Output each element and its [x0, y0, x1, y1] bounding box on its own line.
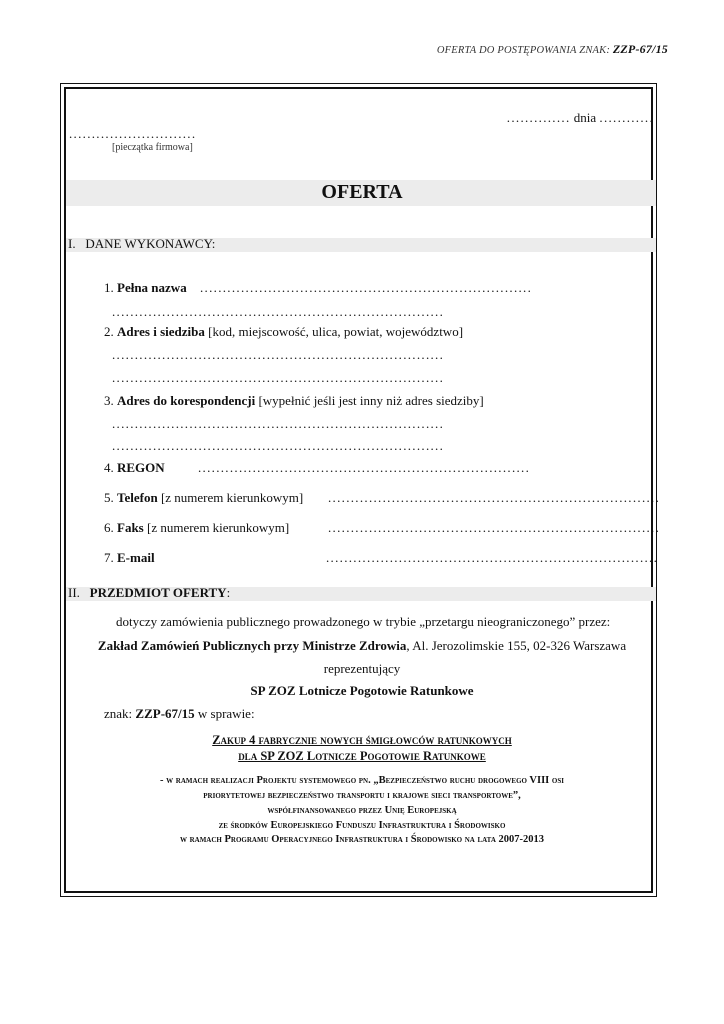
- field-3-hint: [wypełnić jeśli jest inny niż adres siedziby]: [258, 393, 484, 408]
- field-address-input-1[interactable]: .........................................................................: [112, 347, 445, 362]
- field-fax-label: 6. Faks [z numerem kierunkowym]: [104, 520, 290, 535]
- field-full-name-label: 1. Pełna nazwa: [104, 280, 187, 295]
- field-3-label: Adres do korespondencji: [117, 393, 256, 408]
- project-line1: - w ramach realizacji Projektu systemowego pn. „Bezpieczeństwo ruchu drogowego VIII osi: [160, 775, 564, 786]
- reference-code: ZZP-67/15: [135, 706, 195, 721]
- reference-prefix: znak:: [104, 706, 133, 721]
- represented-entity: SP ZOZ Lotnicze Pogotowie Ratunkowe: [250, 683, 474, 698]
- field-correspondence-input-1[interactable]: .........................................................................: [112, 416, 445, 431]
- section2-colon: :: [226, 585, 231, 600]
- subject-intro: dotyczy zamówienia publicznego prowadzonego w trybie „przetargu nieograniczonego” przez:: [116, 614, 611, 629]
- field-fax-input[interactable]: .........................................................................: [328, 520, 661, 535]
- document-header: [437, 42, 668, 57]
- representing-label: reprezentujący: [323, 661, 401, 676]
- field-correspondence-input-2[interactable]: .........................................................................: [112, 438, 445, 453]
- section2-heading: [68, 585, 230, 601]
- authority-name: Zakład Zamówień Publicznych przy Ministrze Zdrowia: [97, 638, 407, 653]
- field-7-label: E-mail: [117, 550, 155, 565]
- field-full-name-input[interactable]: .........................................................................: [200, 280, 533, 295]
- field-phone-label: 5. Telefon [z numerem kierunkowym]: [104, 490, 304, 505]
- section1-label: DANE WYKONAWCY: [85, 236, 212, 251]
- field-1-num: 1: [104, 280, 111, 295]
- field-5-label: Telefon: [117, 490, 158, 505]
- section2-num: II.: [68, 585, 80, 600]
- field-2-num: 2.: [104, 324, 114, 339]
- project-line4: ze środków Europejskiego Funduszu Infrastruktura i Środowisko: [218, 820, 506, 831]
- field-full-name-input-2[interactable]: .........................................................................: [112, 304, 445, 319]
- section2-label: PRZEDMIOT OFERTY: [89, 585, 227, 600]
- page-title: OFERTA: [321, 181, 403, 203]
- field-4-num: 4.: [104, 460, 114, 475]
- field-phone-input[interactable]: .........................................................................: [328, 490, 661, 505]
- section1-colon: :: [211, 236, 216, 251]
- contract-subject-line1: Zakup 4 fabrycznie nowych śmigłowców ratunkowych: [212, 733, 512, 747]
- date-label: dnia: [573, 110, 597, 125]
- field-4-label: REGON: [117, 460, 165, 475]
- field-address-label: [104, 324, 463, 340]
- field-6-hint: [z numerem kierunkowym]: [146, 520, 290, 535]
- stamp-field[interactable]: ............................: [69, 126, 197, 141]
- field-1-label: Pełna nazwa: [117, 280, 187, 295]
- field-correspondence-label: 3. Adres do korespondencji [wypełnić jeśli jest inny niż adres siedziby]: [104, 393, 484, 408]
- field-5-num: 5: [104, 490, 111, 505]
- field-2-hint: [kod, miejscowość, ulica, powiat, województwo]: [208, 324, 464, 339]
- field-email-label: 7. E-mail: [104, 550, 155, 565]
- field-6-num: 6: [104, 520, 111, 535]
- project-line3: współfinansowanego przez Unię Europejską: [267, 805, 457, 816]
- field-regon-label: [104, 460, 165, 476]
- header-code: ZZP-67/15: [612, 42, 668, 56]
- project-line2: priorytetowej bezpieczeństwo transportu i krajowe sieci transportowe”,: [203, 790, 521, 801]
- field-regon-input[interactable]: .........................................................................: [198, 460, 531, 475]
- reference-suffix: w sprawie:: [197, 706, 255, 721]
- field-5-hint: [z numerem kierunkowym]: [160, 490, 304, 505]
- stamp-label: [pieczątka firmowa]: [112, 142, 193, 153]
- field-address-input-2[interactable]: .........................................................................: [112, 370, 445, 385]
- section1-heading: [68, 236, 215, 252]
- field-3-num: 3: [104, 393, 111, 408]
- project-line5: w ramach Programu Operacyjnego Infrastruktura i Środowisko na lata 2007-2013: [179, 834, 545, 845]
- field-7-num: 7: [104, 550, 111, 565]
- section1-num: I.: [68, 236, 76, 251]
- date-line: [507, 110, 654, 126]
- date-value-dots[interactable]: ............: [599, 110, 654, 125]
- contracting-authority: [0, 638, 724, 654]
- header-prefix: OFERTA DO POSTĘPOWANIA ZNAK:: [436, 45, 611, 56]
- field-6-label: Faks: [117, 520, 144, 535]
- field-email-input[interactable]: .........................................................................: [326, 550, 659, 565]
- authority-address: , Al. Jerozolimskie 155, 02-326 Warszawa: [406, 638, 627, 653]
- contract-subject-line2: dla SP ZOZ Lotnicze Pogotowie Ratunkowe: [238, 749, 486, 763]
- reference-line: [104, 706, 255, 722]
- date-place-dots[interactable]: ..............: [506, 110, 571, 125]
- field-2-label: Adres i siedziba: [117, 324, 205, 339]
